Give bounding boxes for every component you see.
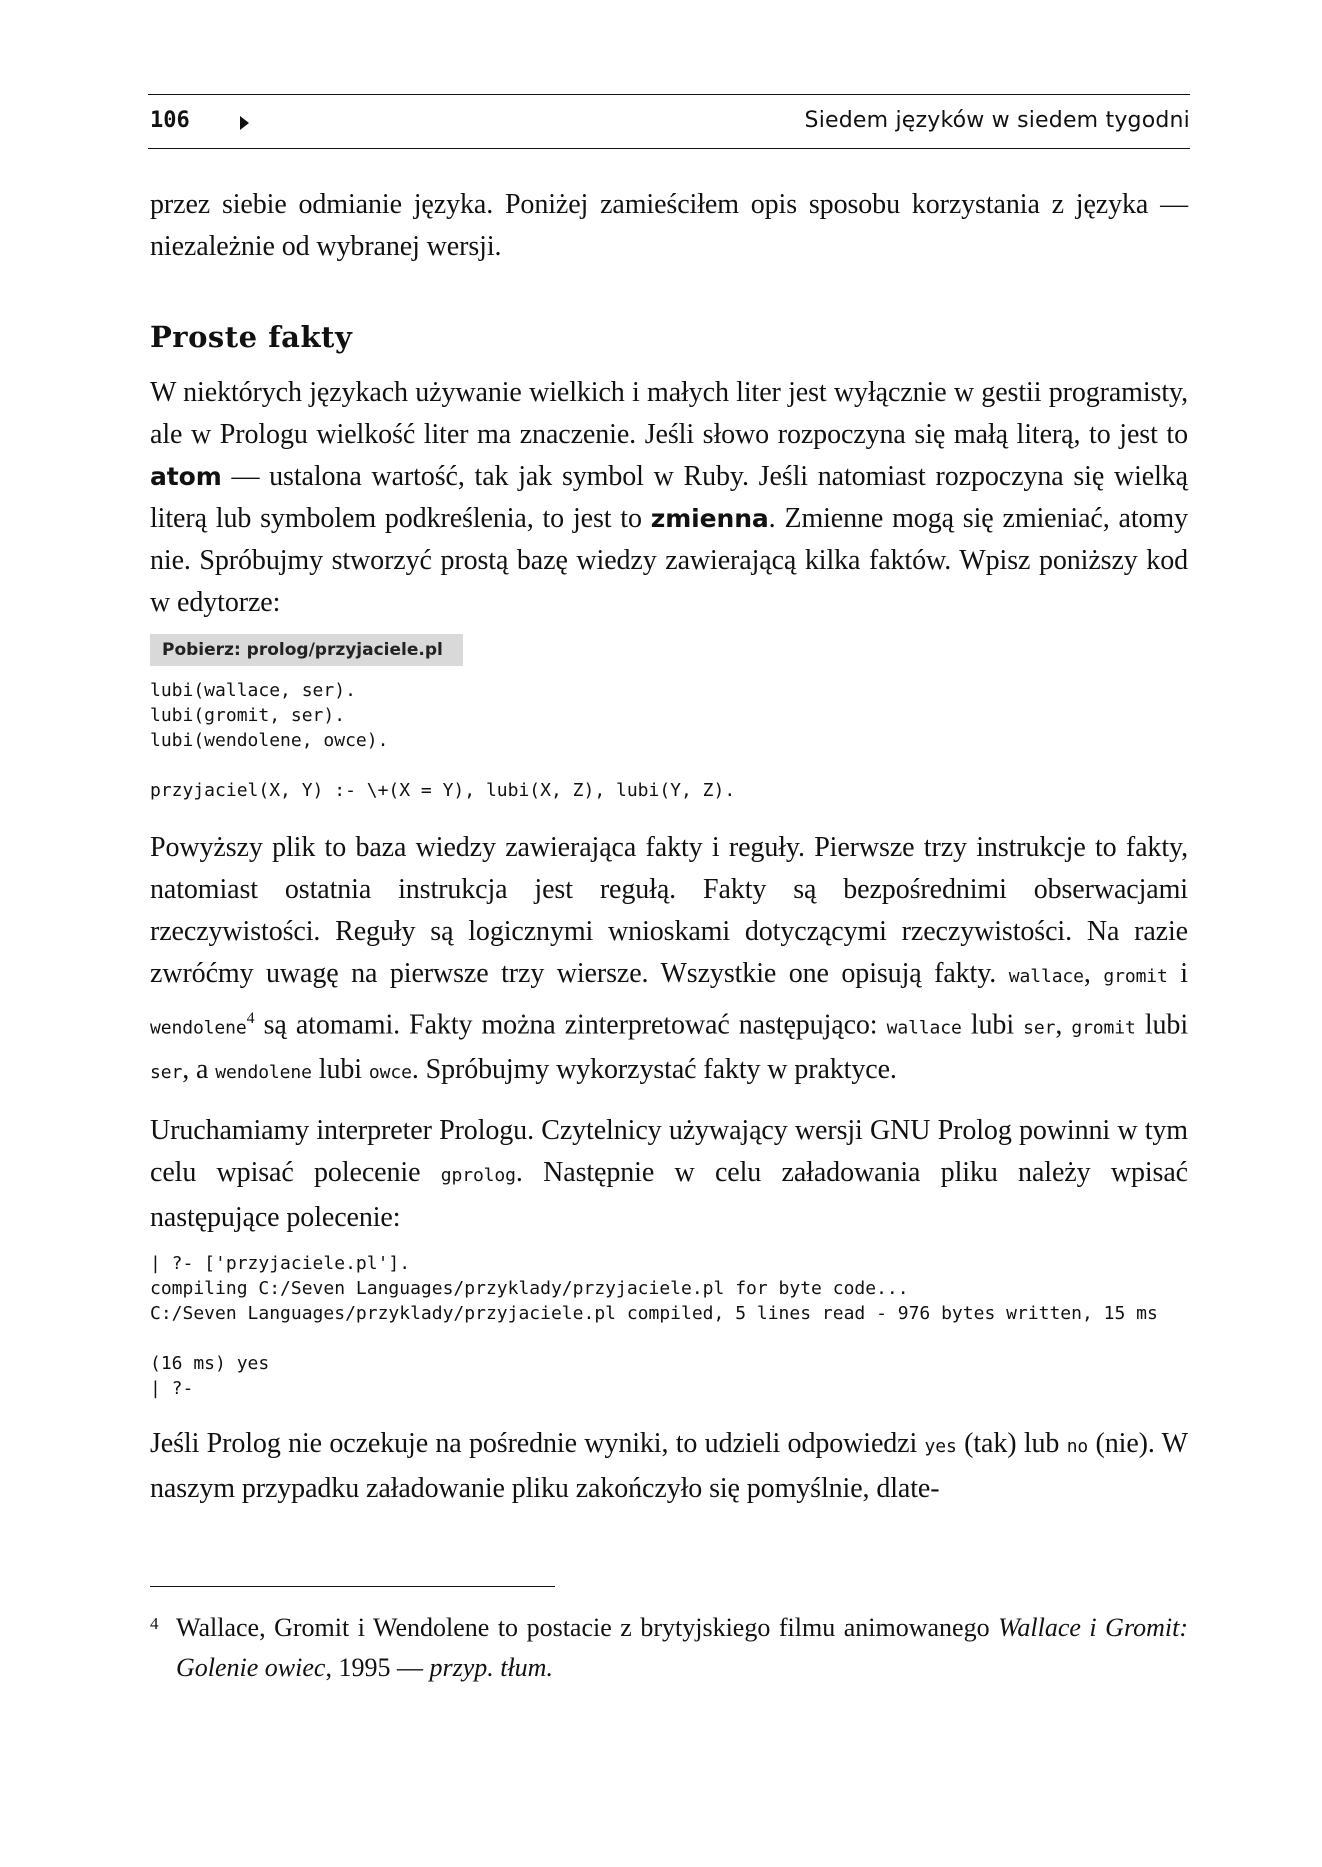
paragraph-2 xyxy=(150,827,1188,1094)
p4-text-c: (nie). W naszym przypadku załadowanie pliku zakończyło się pomyślnie, dlate- xyxy=(150,1428,1188,1505)
film-title: Wallace i Gromit: Golenie owiec xyxy=(176,1613,1188,1682)
p2-text-c: . Spróbujmy wykorzystać fakty w praktyce. xyxy=(411,1054,897,1086)
code-wallace: wallace xyxy=(1008,966,1084,987)
p2-a-word: , a xyxy=(182,1054,216,1086)
p1-text-a: W niektórych językach używanie wielkich i małych liter jest wyłącznie w gestii programisty, ale w Prologu wielkość liter ma znaczenie. Jeśli słowo rozpoczyna się małą literą, to jest to xyxy=(150,377,1188,450)
p2-comma: , xyxy=(1083,958,1104,989)
code-block-console: | ?- ['przyjaciele.pl']. compiling C:/Seven Languages/przyklady/przyjaciele.pl for byte code... C:/Seven Languages/przyklady/przyjaciele.pl compiled, 5 lines read - 976 bytes written, 15 ms (16 ms) yes | ?- xyxy=(150,1253,1158,1400)
p2-text-a: Powyższy plik to baza wiedzy zawierająca fakty i reguły. Pierwsze trzy instrukcje to fakty, natomiast ostatnia instrukcja jest regułą. Fakty są bezpośrednimi obserwacjami rzeczywistości. Reguły są logicznymi wnioskami dotyczącymi rzeczywistości. Na razie zwróćmy uwagę na pierwsze trzy wiersze. Wszystkie one opisują fakty. xyxy=(150,832,1188,989)
footnote-rule xyxy=(150,1586,555,1587)
p2-comma-2: , xyxy=(1055,1009,1072,1041)
download-label[interactable]: Pobierz: prolog/przyjaciele.pl xyxy=(150,634,463,666)
code-gromit-2: gromit xyxy=(1071,1017,1136,1039)
page-number: 106 xyxy=(150,108,190,133)
section-title: Proste fakty xyxy=(150,320,353,354)
paragraph-3 xyxy=(150,1110,1188,1239)
term-zmienna: zmienna xyxy=(650,504,769,533)
download-bar[interactable] xyxy=(150,634,1188,666)
header-top-rule xyxy=(148,94,1190,95)
p2-lubi-3: lubi xyxy=(311,1054,369,1086)
code-no: no xyxy=(1066,1436,1089,1458)
p1-text-b: — ustalona wartość, tak jak symbol w Ruby. Jeśli natomiast rozpoczyna się wielką literą lub symbolem podkreślenia, to jest to xyxy=(150,461,1188,534)
footnote xyxy=(150,1608,1188,1688)
code-wallace-2: wallace xyxy=(886,1017,962,1039)
code-wendolene-2: wendolene xyxy=(215,1062,312,1084)
p2-lubi-2: lubi xyxy=(1135,1009,1188,1041)
paragraph-1 xyxy=(150,372,1188,624)
footnote-number: 4 xyxy=(150,1614,159,1633)
code-ser-2: ser xyxy=(150,1062,183,1084)
footnote-ref[interactable]: 4 xyxy=(246,1010,255,1027)
fn-text-b: , 1995 — xyxy=(325,1653,430,1682)
code-yes: yes xyxy=(924,1436,957,1458)
main-content xyxy=(150,184,1188,1510)
code-gromit: gromit xyxy=(1103,966,1168,987)
fn-text-a: Wallace, Gromit i Wendolene to postacie z brytyjskiego filmu animowanego xyxy=(176,1613,999,1642)
p2-i: i xyxy=(1167,958,1188,989)
p3-text-a: Uruchamiamy interpreter Prologu. Czytelnicy używający wersji GNU Prolog powinni w tym celu wpisać polecenie xyxy=(150,1115,1188,1189)
p4-text-a: Jeśli Prolog nie oczekuje na pośrednie wyniki, to udzieli odpowiedzi xyxy=(150,1428,925,1460)
header-bottom-rule xyxy=(148,148,1190,149)
p3-text-b: . Następnie w celu załadowania pliku należy wpisać następujące polecenie: xyxy=(150,1157,1188,1234)
triangle-arrow-icon xyxy=(240,116,249,130)
intro-paragraph xyxy=(150,184,1188,268)
footnote-body xyxy=(176,1608,1188,1688)
code-block-facts: lubi(wallace, ser). lubi(gromit, ser). lubi(wendolene, owce). przyjaciel(X, Y) :- \+(X = Y), lubi(X, Z), lubi(Y, Z). xyxy=(150,680,736,801)
code-gprolog: gprolog xyxy=(440,1165,516,1187)
code-ser-1: ser xyxy=(1023,1017,1056,1039)
running-head: Siedem języków w siedem tygodni xyxy=(804,108,1190,133)
code-wendolene: wendolene xyxy=(150,1017,247,1039)
translator-note: przyp. tłum. xyxy=(429,1653,553,1682)
intro-text: przez siebie odmianie języka. Poniżej zamieściłem opis sposobu korzystania z języka — niezależnie od wybranej wersji. xyxy=(150,189,1188,262)
p2-lubi-1: lubi xyxy=(961,1009,1024,1041)
code-owce: owce xyxy=(368,1062,412,1084)
term-atom: atom xyxy=(150,462,222,491)
p4-text-b: (tak) lub xyxy=(956,1428,1067,1460)
paragraph-4 xyxy=(150,1423,1188,1510)
p2-text-b: są atomami. Fakty można zinterpretować następująco: xyxy=(254,1009,887,1041)
p1-text-c: . Zmienne mogą się zmieniać, atomy nie. Spróbujmy stworzyć prostą bazę wiedzy zawierającą kilka faktów. Wpisz poniższy kod w edytorze: xyxy=(150,503,1188,618)
